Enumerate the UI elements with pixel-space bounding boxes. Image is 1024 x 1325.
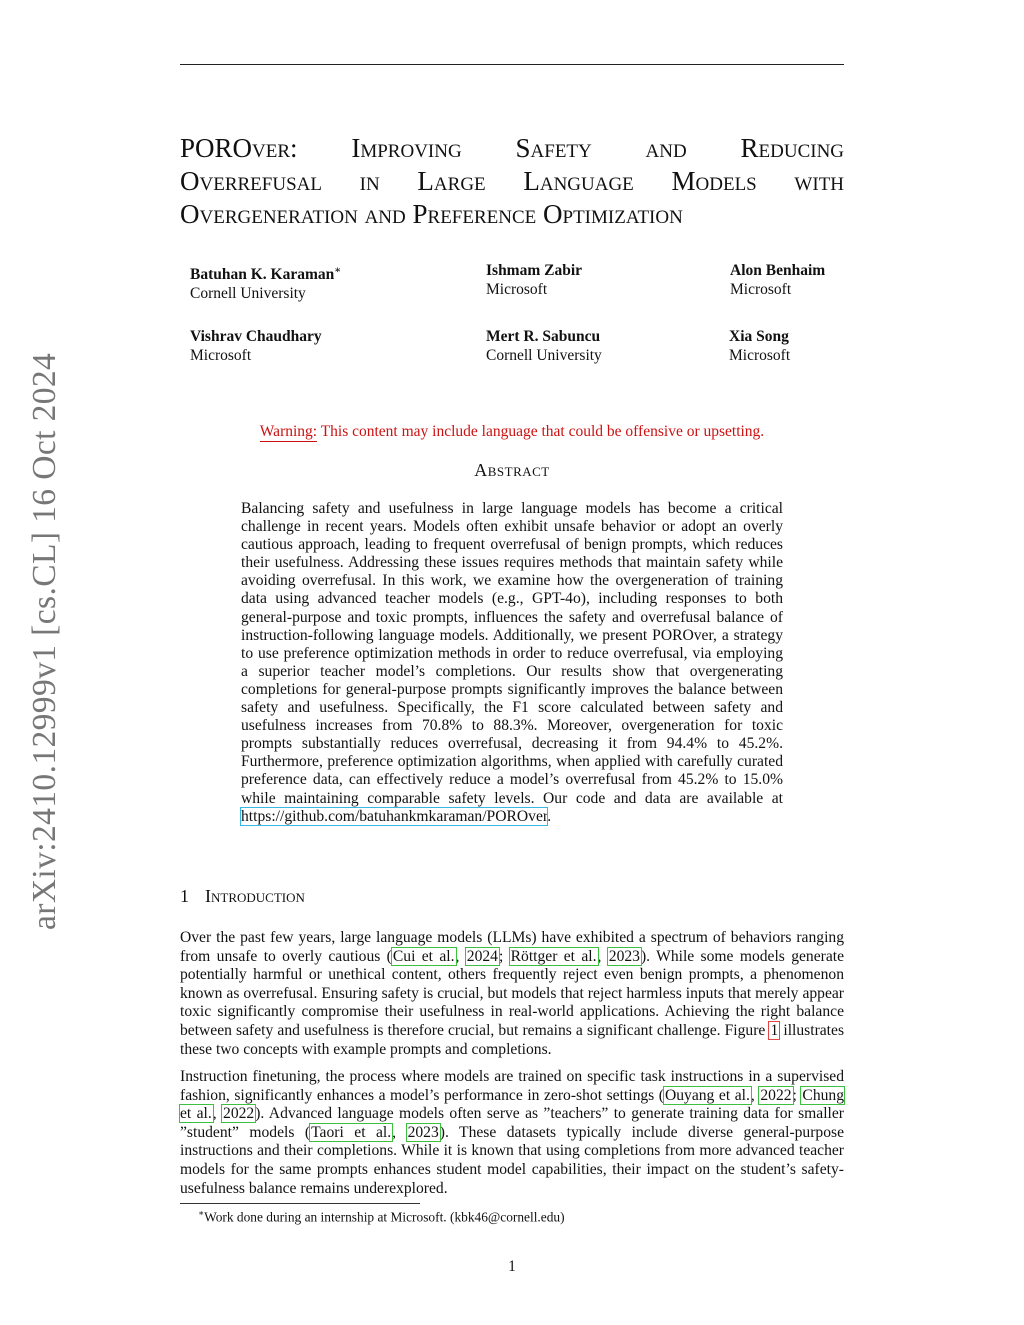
paper-title	[180, 132, 844, 231]
author-block	[486, 261, 582, 299]
author-name: Batuhan K. Karaman∗	[190, 265, 342, 284]
citation-link[interactable]: Taori et al.	[311, 1123, 392, 1141]
citation-link[interactable]: 2023	[407, 1123, 439, 1141]
top-rule	[180, 64, 844, 65]
intro-paragraph-2: Instruction finetuning, the process where models are trained on specific task instructions in a supervised fashion, significantly enhances a model’s performance in zero-shot settings (Ouyang et al., 2022; Chung et al., 2022). Advanced language models often serve as ”teachers” to generate training data for smaller ”student” models (Taori et al., 2023). These datasets typically include diverse general-purpose instructions and their completions. While it is known that using completions from more advanced teacher models for the same prompts enhances student model capabilities, their impact on the student’s safety-usefulness balance remains underexplored.	[180, 1068, 845, 1197]
author-affiliation: Cornell University	[190, 285, 306, 303]
author-block	[190, 327, 322, 365]
author-block	[486, 327, 602, 365]
author-name: Ishmam Zabir	[486, 262, 583, 279]
abstract-heading: Abstract	[474, 460, 550, 480]
warning-text: This content may include language that could be offensive or upsetting.	[317, 423, 765, 440]
warning-label: Warning:	[259, 423, 318, 440]
citation-link[interactable]: 2024	[466, 947, 498, 965]
author-affiliation: Microsoft	[729, 347, 791, 364]
citation-link[interactable]: 2023	[608, 947, 640, 965]
section-heading-introduction: 1 Introduction	[180, 886, 305, 906]
citation-link[interactable]: 2022	[760, 1086, 792, 1104]
title-line-2: Overrefusal in Large Language Models with	[180, 166, 845, 196]
author-name: Mert R. Sabuncu	[486, 328, 601, 345]
author-affiliation: Cornell University	[486, 347, 602, 364]
arxiv-identifier: arXiv:2410.12999v1 [cs.CL] 16 Oct 2024	[26, 352, 63, 930]
author-name: Alon Benhaim	[730, 262, 826, 279]
author-affiliation: Microsoft	[190, 347, 252, 364]
footnote: ∗Work done during an internship at Microsoft. (kbk46@cornell.edu)	[198, 1208, 565, 1225]
author-block	[729, 327, 790, 365]
abstract-body: Balancing safety and usefulness in large language models has become a critical challenge in recent years. Models often exhibit unsafe behavior or adopt an overly cautious approach, leading to frequent overrefusal of benign prompts, which reduces their usefulness. Addressing these issues requires methods that maintain safety while avoiding overrefusal. In this work, we examine how the overgeneration of training data using advanced teacher models (e.g., GPT-4o), including responses to both general-purpose and toxic prompts, influences the safety and overrefusal balance of instruction-following language models. Additionally, we present POROver, a strategy to use preference optimization methods in order to reduce overrefusal, via employing a superior teacher model’s completions. Our results show that overgenerating completions for general-purpose prompts significantly improves the balance between safety and usefulness. Specifically, the F1 score calculated between safety and usefulness increases from 70.8% to 88.3%. Moreover, overgeneration for toxic prompts substantially reduces overrefusal, decreasing it from 94.4% to 45.2%. Furthermore, preference optimization algorithms, when applied with carefully curated preference data, can effectively reduce a model’s overrefusal from 45.2% to 15.0% while maintaining comparable safety levels. Our code and data are available at https://github.com/batuhankmkaraman/POROver.	[241, 500, 783, 825]
author-block	[730, 261, 825, 299]
author-affiliation: Microsoft	[486, 281, 548, 298]
figure-ref-link[interactable]: 1	[770, 1021, 779, 1039]
footnote-rule	[180, 1203, 420, 1204]
citation-link[interactable]: Cui et al.	[392, 947, 455, 965]
github-link[interactable]: https://github.com/batuhankmkaraman/POROver	[241, 807, 548, 825]
title-line-1: POROver: Improving Safety and Reducing	[180, 133, 845, 163]
author-name: Xia Song	[729, 328, 789, 345]
author-block	[190, 261, 341, 303]
intro-paragraph-1: Over the past few years, large language models (LLMs) have exhibited a spectrum of behaviors ranging from unsafe to overly cautious (Cui et al., 2024; Röttger et al., 2023). While some models generate potentially harmful or unethical content, others frequently reject even benign prompts, a phenomenon known as overrefusal. Ensuring safety is crucial, but models that reject harmless inputs that merely appear toxic significantly compromise their usefulness in real-world applications. Achieving the right balance between safety and usefulness is therefore crucial, but remains a significant challenge. Figure 1 illustrates these two concepts with example prompts and completions.	[180, 929, 845, 1058]
title-line-3: Overgeneration and Preference Optimization	[180, 199, 683, 229]
citation-link[interactable]: Ouyang et al.	[664, 1086, 750, 1104]
content-warning	[0, 423, 1024, 441]
author-affiliation: Microsoft	[730, 281, 792, 298]
author-name: Vishrav Chaudhary	[190, 328, 322, 345]
citation-link[interactable]: Chung et al.	[180, 1086, 845, 1123]
citation-link[interactable]: 2022	[223, 1105, 255, 1123]
page-number: 1	[508, 1258, 516, 1275]
citation-link[interactable]: Röttger et al.	[510, 947, 597, 965]
